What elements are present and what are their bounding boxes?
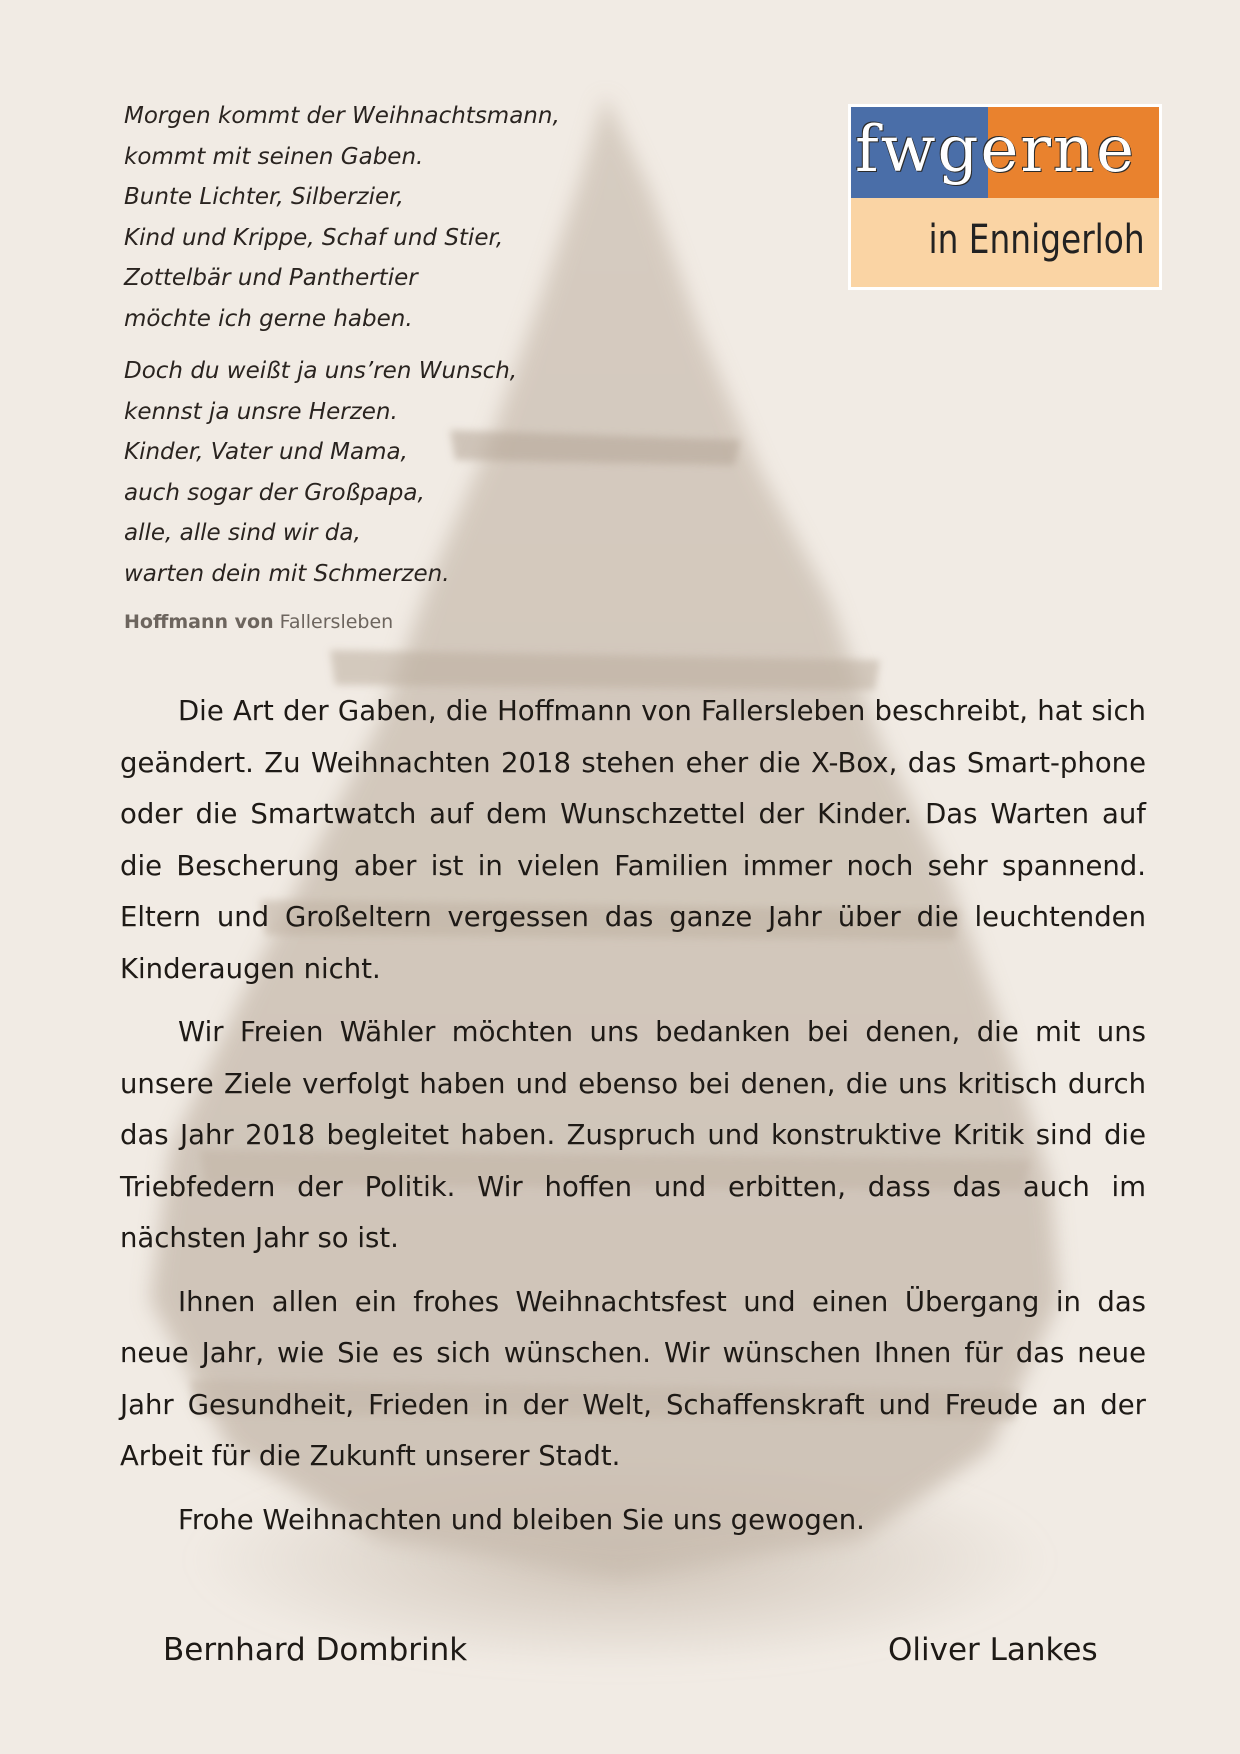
signature-right: Oliver Lankes [888,1632,1098,1668]
poem-line: kennst ja unsre Herzen. [124,398,398,425]
poem-stanza-2 [124,351,684,594]
poem-line: Kind und Krippe, Schaf und Stier, [124,224,504,251]
poem-author-rest: Fallersleben [279,611,394,633]
poem-line: möchte ich gerne haben. [124,305,413,332]
poem-line: alle, alle sind wir da, [124,520,361,546]
poem-line: Zottelbär und Panthertier [124,265,418,291]
body-paragraph-3: Ihnen allen ein frohes Weihnachtsfest und einen Übergang in das neue Jahr, wie Sie es sich wünschen. Wir wünschen Ihnen für das neue Jahr Gesundheit, Frieden in der Welt, Schaffenskraft und Freude an der Arbeit für die Zukunft unserer Stadt. [120,1285,1146,1472]
poem-line: warten dein mit Schmerzen. [124,560,450,587]
body-paragraph-2: Wir Freien Wähler möchten uns bedanken bei denen, die mit uns unsere Ziele verfolgt haben und ebenso bei denen, die uns kritisch durch das Jahr 2018 begleitet haben. Zuspruch und konstruktive Kritik sind die Triebfedern der Politik. Wir hoffen und erbitten, dass das auch im nächsten Jahr so ist. [120,1016,1146,1254]
poem-author [124,606,684,638]
signature-left: Bernhard Dombrink [163,1632,468,1668]
poem-stanza-1 [124,96,684,339]
logo-bottom-band [851,198,1159,287]
poem-author-bold: Hoffmann von [124,611,274,633]
logo-location: in Ennigerloh [928,217,1145,263]
fwg-logo [848,104,1162,290]
logo-top-band [851,107,1159,198]
body-paragraph-1: Die Art der Gaben, die Hoffmann von Fallersleben beschreibt, hat sich geändert. Zu Weihnachten 2018 stehen eher die X-Box, das Smart-phone oder die Smartwatch auf dem Wunschzettel der Kinder. Das Warten auf die Bescherung aber ist in vielen Familien immer noch sehr spannend. Eltern und Großeltern vergessen das ganze Jahr über die leuchtenden Kinderaugen nicht. [120,695,1146,985]
poem-line: Kinder, Vater und Mama, [124,439,408,465]
poem-line: kommt mit seinen Gaben. [124,143,424,170]
poem-line: Doch du weißt ja uns’ren Wunsch, [124,358,518,384]
poem-line: Bunte Lichter, Silberzier, [124,184,404,210]
letter-body [120,686,1146,1558]
poem-line: Morgen kommt der Weihnachtsmann, [124,103,560,129]
poem-line: auch sogar der Großpapa, [124,479,425,506]
body-paragraph-4: Frohe Weihnachten und bleiben Sie uns gewogen. [178,1503,865,1536]
poem [124,96,684,638]
logo-letters: fwgerne [855,113,1136,187]
